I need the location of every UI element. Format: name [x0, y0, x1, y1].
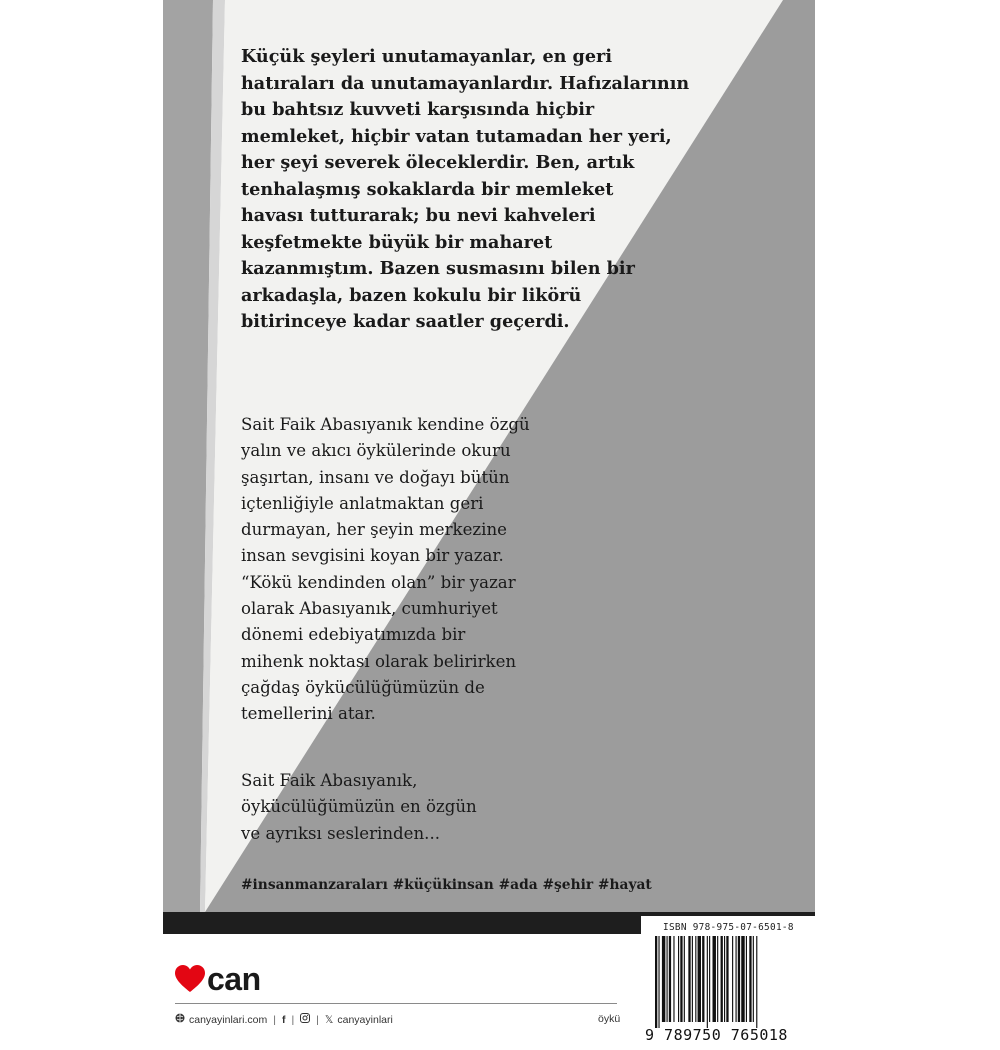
- barcode-icon: [655, 936, 805, 1028]
- description-line: durmayan, her şeyin merkezine: [241, 520, 507, 540]
- quote-line: memleket, hiçbir vatan tutamadan her yeri,: [241, 125, 672, 147]
- genre-label: öykü: [598, 1013, 621, 1025]
- globe-icon: [175, 1013, 185, 1026]
- heart-icon: [175, 965, 205, 993]
- book-back-cover: [163, 0, 815, 1050]
- barcode-digits: 9 789750 765018: [645, 1026, 788, 1044]
- publisher-footer: [175, 1013, 393, 1026]
- closing-line: Sait Faik Abasıyanık,: [241, 771, 418, 790]
- description-line: olarak Abasıyanık, cumhuriyet: [241, 599, 498, 619]
- instagram-icon[interactable]: [300, 1013, 310, 1026]
- description-line: dönemi edebiyatımızda bir: [241, 625, 466, 645]
- hashtags: #insanmanzaraları #küçükinsan #ada #şehir #hayat: [241, 877, 652, 893]
- author-description: [241, 412, 661, 728]
- closing-line: ve ayrıksı seslerinden...: [241, 823, 440, 843]
- x-icon[interactable]: 𝕏: [324, 1013, 334, 1026]
- footer-separator: |: [316, 1013, 319, 1026]
- quote-line: bitirinceye kadar saatler geçerdi.: [241, 311, 570, 332]
- quote-line: bu bahtsız kuvveti karşısında hiçbir: [241, 99, 595, 120]
- footer-divider: [175, 1003, 617, 1004]
- description-line: insan sevgisini koyan bir yazar.: [241, 546, 504, 566]
- closing-line: öykücülüğümüzün en özgün: [241, 797, 477, 817]
- quote-line: hatıraları da unutamayanlardır. Hafızalarının: [241, 72, 690, 94]
- closing-statement: [241, 768, 661, 847]
- publisher-logo-text: can: [207, 961, 261, 997]
- description-line: mihenk noktası olarak belirirken: [241, 651, 517, 671]
- facebook-icon[interactable]: f: [281, 1013, 286, 1026]
- description-line: içtenliğiyle anlatmaktan geri: [241, 493, 484, 513]
- quote-line: kazanmıştım. Bazen susmasını bilen bir: [241, 258, 635, 279]
- publisher-logo: [175, 962, 261, 996]
- website-link[interactable]: canyayinlari.com: [189, 1013, 268, 1026]
- description-line: çağdaş öykücülüğümüzün de: [241, 677, 485, 697]
- quote-line: havası tutturarak; bu nevi kahveleri: [241, 205, 596, 226]
- description-line: şaşırtan, insanı ve doğayı bütün: [241, 467, 510, 487]
- quote-line: her şeyi severek öleceklerdir. Ben, artık: [241, 152, 635, 173]
- social-handle[interactable]: canyayinlari: [337, 1013, 393, 1026]
- footer-separator: |: [291, 1013, 295, 1026]
- quote-line: keşfetmekte büyük bir maharet: [241, 231, 553, 253]
- quote-line: Küçük şeyleri unutamayanlar, en geri: [241, 46, 613, 67]
- description-line: yalın ve akıcı öykülerinde okuru: [241, 441, 511, 461]
- barcode-block: [641, 916, 815, 1050]
- description-line: “Kökü kendinden olan” bir yazar: [241, 572, 516, 592]
- featured-quote: [241, 44, 711, 336]
- quote-line: arkadaşla, bazen kokulu bir likörü: [241, 284, 582, 306]
- quote-line: tenhalaşmış sokaklarda bir memleket: [241, 178, 614, 200]
- description-line: Sait Faik Abasıyanık kendine özgü: [241, 415, 530, 434]
- footer-separator: |: [273, 1013, 276, 1026]
- description-line: temellerini atar.: [241, 704, 376, 724]
- isbn-label: ISBN 978-975-07-6501-8: [663, 922, 794, 933]
